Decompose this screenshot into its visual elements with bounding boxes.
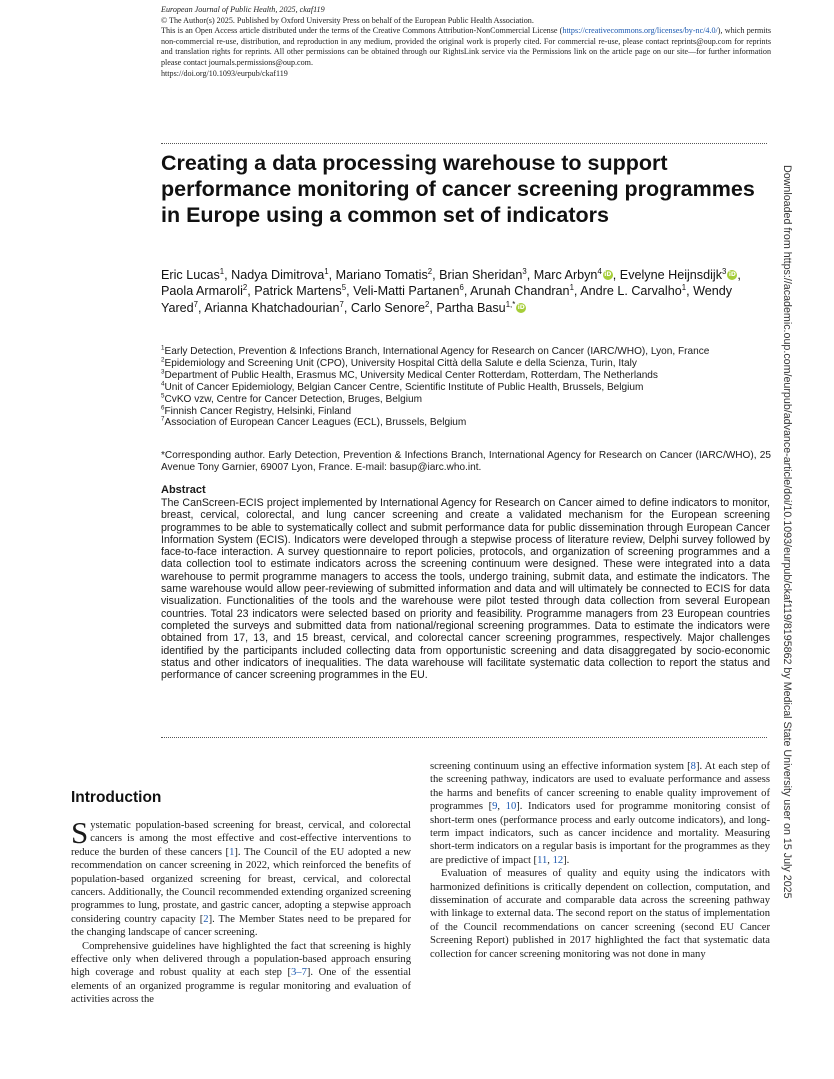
author-name: Wendy Yared bbox=[161, 284, 733, 315]
affiliation-number: 1 bbox=[161, 344, 165, 352]
author-name: Marc Arbyn bbox=[533, 268, 598, 282]
author bbox=[161, 268, 231, 282]
author-list bbox=[161, 267, 771, 316]
author bbox=[204, 301, 350, 315]
download-watermark bbox=[779, 165, 799, 1045]
author-separator: , bbox=[328, 268, 336, 282]
text-run: screening continuum using an effective information system [ bbox=[430, 761, 691, 772]
author-affiliation-mark: 2 bbox=[242, 283, 248, 293]
affiliation-number: 2 bbox=[161, 356, 165, 364]
abstract-section bbox=[161, 484, 770, 681]
author bbox=[534, 268, 620, 282]
author-name: Andre L. Carvalho bbox=[580, 284, 682, 299]
author-separator: , bbox=[737, 268, 741, 282]
intro-paragraph-2 bbox=[71, 940, 411, 1007]
author-name: Carlo Senore bbox=[350, 300, 426, 315]
text-run: ]. bbox=[563, 854, 570, 866]
author-affiliation-mark: 1 bbox=[219, 266, 225, 276]
author-affiliation-mark: 1 bbox=[569, 283, 574, 293]
author-name: Arianna Khatchadourian bbox=[204, 300, 340, 315]
affiliation-item bbox=[161, 346, 776, 358]
author-name: Paola Armaroli bbox=[161, 284, 243, 299]
author-separator: , bbox=[343, 300, 351, 315]
orcid-icon[interactable]: iD bbox=[517, 303, 525, 311]
author bbox=[436, 301, 526, 315]
author-name: Nadya Dimitrova bbox=[231, 268, 325, 282]
author-name: Partha Basu bbox=[436, 300, 506, 315]
citation-link[interactable]: 9 bbox=[492, 801, 498, 813]
author bbox=[620, 268, 741, 282]
affiliation-item bbox=[161, 370, 776, 382]
article-frontmatter bbox=[161, 5, 771, 79]
author-affiliation-mark: 1,* bbox=[505, 299, 516, 309]
journal-citation: European Journal of Public Health, 2025, ckaf119 bbox=[161, 5, 325, 14]
license-text-pre: This is an Open Access article distributed under the terms of the Creative Commons Attribution-NonCommercial License ( bbox=[161, 26, 563, 36]
intro-paragraph-4 bbox=[430, 867, 770, 961]
affiliation-item bbox=[161, 417, 776, 429]
paragraph-body bbox=[71, 815, 411, 939]
text-run: , bbox=[497, 801, 506, 813]
affiliation-item bbox=[161, 382, 776, 394]
citation-link[interactable]: 12 bbox=[552, 854, 564, 866]
license-text-post: ), which permits non-commercial re-use, distribution, and reproduction in any medium, provided the original work is properly cited. For commercial re-use, please contact reprints@oup.com for reprints and translation rights for reprints. All other permissions can be obtained through our RightsLink service via the Permissions link on the article page on our site—for further information please contact journals.permissions@oup.com. bbox=[161, 26, 772, 67]
top-divider bbox=[161, 143, 767, 144]
author-separator: , bbox=[198, 300, 205, 315]
author-name: Arunah Chandran bbox=[470, 284, 570, 299]
affiliation-text: Epidemiology and Screening Unit (CPO), University Hospital Città della Salute e della Scienza, Turin, Italy bbox=[164, 357, 637, 369]
author-separator: , bbox=[247, 284, 255, 299]
affiliation-item bbox=[161, 358, 776, 370]
body-column-left bbox=[71, 760, 411, 1007]
author-affiliation-mark: 7 bbox=[193, 299, 199, 309]
doi-link[interactable]: https://doi.org/10.1093/eurpub/ckaf119 bbox=[161, 68, 288, 78]
affiliation-text: Early Detection, Prevention & Infections Branch, International Agency for Research on Cancer (IARC/WHO), Lyon, France bbox=[164, 346, 710, 357]
text-run: ]. Indicators used for programme monitoring consist of short-term ones (performance process and early outcome indicators), and long-term impact indicators, such as cancer incidence and mortality. Measuring short-term indicators on a regular basis is important for the programmes as they are predictive of impact [ bbox=[430, 801, 770, 866]
affiliation-text: Association of European Cancer Leagues (ECL), Brussels, Belgium bbox=[164, 417, 467, 429]
intro-paragraph-3 bbox=[430, 760, 770, 867]
author-name: Veli-Matti Partanen bbox=[353, 284, 460, 299]
citation-link[interactable]: 3–7 bbox=[291, 967, 307, 979]
copyright-line: © The Author(s) 2025. Published by Oxford University Press on behalf of the European Public Health Association. bbox=[161, 15, 534, 25]
corresponding-author: *Corresponding author. Early Detection, Prevention & Infections Branch, International Agency for Research on Cancer (IARC/WHO), 25 Avenue Tony Garnier, 69007 Lyon, France. E-mail: basup@iarc.who.int. bbox=[161, 450, 771, 474]
author-separator: , bbox=[224, 268, 232, 282]
affiliation-text: CvKO vzw, Centre for Cancer Detection, Bruges, Belgium bbox=[164, 393, 422, 405]
abstract-divider bbox=[161, 737, 767, 738]
author bbox=[470, 284, 580, 298]
download-watermark-text: Downloaded from https://academic.oup.com/eurpub/advance-article/doi/10.1093/eurpub/ckaf119/8195862 by Medical State University user on 15 July 2025 bbox=[781, 165, 793, 899]
author-name: Mariano Tomatis bbox=[335, 268, 428, 282]
author-affiliation-mark: 2 bbox=[425, 299, 430, 309]
license-statement bbox=[161, 26, 771, 68]
orcid-icon[interactable]: iD bbox=[604, 271, 612, 278]
author-affiliation-mark: 7 bbox=[339, 299, 344, 309]
affiliation-item bbox=[161, 406, 776, 418]
author-affiliation-mark: 1 bbox=[324, 266, 329, 276]
author bbox=[580, 284, 693, 298]
author bbox=[336, 268, 440, 282]
text-run: , bbox=[547, 854, 553, 866]
author-separator: , bbox=[463, 284, 471, 299]
text-run: ]. One of the essential elements of an organized programme is regular monitoring and evaluation of activities across the bbox=[71, 967, 412, 1006]
author-affiliation-mark: 3 bbox=[522, 266, 527, 276]
citation-link[interactable]: 11 bbox=[537, 854, 548, 866]
affiliation-number: 7 bbox=[161, 416, 165, 424]
author bbox=[351, 301, 437, 315]
author-name: Evelyne Heijnsdijk bbox=[619, 268, 722, 282]
author bbox=[161, 284, 254, 298]
author-name: Brian Sheridan bbox=[439, 268, 523, 282]
citation-link[interactable]: 10 bbox=[505, 801, 517, 813]
text-run: ]. The Council of the EU adopted a new recommendation on cancer screening in 2022, which reinforced the benefits of population-based organized screening for breast, cervical, and colorectal cancers. Additionally, the Council recommended extending organized screening programmes to lung, prostate, and gastric cancer, adopting a stepwise approach considering country capacity [ bbox=[71, 846, 411, 925]
citation-link[interactable]: 2 bbox=[203, 913, 209, 925]
author-name: Patrick Martens bbox=[254, 284, 342, 299]
abstract-heading: Abstract bbox=[161, 484, 206, 496]
author-separator: , bbox=[573, 284, 581, 299]
text-run: Evaluation of measures of quality and equity using the indicators with harmonized definitions is critically dependent on collection, computation, and dissemination of accurate and comparable data across the screening pathway with linkage to external data. The second report on the status of implementation of the Council recommendations on cancer screening (second EU Cancer Screening Report) published in 2017 highlighted the fact that systematic data collection for cancer screening monitoring was not done in many bbox=[430, 868, 770, 960]
affiliation-text: Finnish Cancer Registry, Helsinki, Finland bbox=[164, 405, 352, 417]
author-separator: , bbox=[429, 300, 437, 315]
author bbox=[231, 268, 335, 282]
body-column-right bbox=[430, 760, 770, 961]
affiliation-number: 5 bbox=[161, 392, 165, 400]
affiliation-text: Unit of Cancer Epidemiology, Belgian Cancer Centre, Scientific Institute of Public Health, Brussels, Belgium bbox=[164, 381, 644, 393]
author bbox=[254, 284, 353, 298]
article-title: Creating a data processing warehouse to support performance monitoring of cancer screening programmes in Europe using a common set of indicators bbox=[161, 151, 755, 227]
intro-paragraph-1 bbox=[71, 815, 411, 940]
affiliation-list bbox=[161, 346, 776, 429]
affiliation-item bbox=[161, 394, 776, 406]
author bbox=[439, 268, 534, 282]
author bbox=[353, 284, 470, 298]
author-affiliation-mark: 5 bbox=[341, 283, 347, 293]
author-affiliation-mark: 4 bbox=[597, 266, 602, 276]
affiliation-number: 6 bbox=[161, 404, 165, 412]
text-run: ystematic population-based screening for breast, cervical, and colorectal cancers is among the most effective and cost-effective interventions to reduce the burden of these cancers [ bbox=[71, 820, 411, 858]
author-affiliation-mark: 6 bbox=[459, 283, 464, 293]
author-separator: , bbox=[346, 284, 354, 299]
text-run: ]. The Member States need to be prepared for the changing landscape of cancer screening. bbox=[71, 913, 411, 939]
affiliation-text: Department of Public Health, Erasmus MC, University Medical Center Rotterdam, Rotterdam, The Netherlands bbox=[164, 369, 658, 381]
introduction-heading: Introduction bbox=[71, 789, 162, 806]
affiliation-number: 3 bbox=[161, 368, 165, 376]
citation-link[interactable]: 8 bbox=[690, 761, 696, 772]
author-affiliation-mark: 2 bbox=[427, 266, 433, 276]
text-run: Comprehensive guidelines have highlighted the fact that screening is highly effective only when delivered through a population-based approach ensuring high coverage and robust quality at each step [ bbox=[71, 940, 411, 979]
abstract-text: The CanScreen-ECIS project implemented by International Agency for Research on Cancer aimed to define indicators to monitor, breast, cervical, colorectal, and lung cancer screening and create a validated mechanism for the European screening programmes to be able to systematically collect and submit performance data for public dissemination through European Cancer Information System (ECIS). Indicators were developed through a stepwise process of literature review, Delphi survey followed by face-to-face interaction. A survey questionnaire to report policies, protocols, and organization of screening programmes and a data collection tool to estimate indicators across the screening continuum were designed. These were integrated into a data warehouse to permit programme managers to access the tools, undergo training, submit data, and estimate the indicators. The same warehouse would allow peer-reviewing of submitted information and data and will ultimately be connected to ECIS for data visualization. Functionalities of the tools and the warehouse were pilot tested through data collection from several European countries. Total 23 indicators were selected based on priority and feasibility. Programme managers from 23 European countries completed the surveys and submitted data from national/regional screening programmes. Data to estimate the indicators were obtained from 17, 13, and 15 breast, cervical, and colorectal cancer screening programmes, respectively. Major challenges identified by the participants included collecting data from opportunistic screening and data disaggregated by socio-economic status and other indicators of inequalities. The data warehouse will facilitate systematic data collection to report the status and performance of cancer screening programmes in the EU. bbox=[161, 497, 770, 682]
license-link[interactable]: https://creativecommons.org/licenses/by-nc/4.0/ bbox=[562, 26, 718, 36]
affiliation-number: 4 bbox=[161, 380, 165, 388]
author-separator: , bbox=[432, 268, 440, 282]
author-separator: , bbox=[526, 268, 534, 282]
orcid-icon[interactable]: iD bbox=[728, 271, 736, 278]
author-affiliation-mark: 3 bbox=[722, 266, 727, 276]
citation-link[interactable]: 1 bbox=[229, 846, 235, 858]
text-run: ]. At each step of the screening pathway, indicators are used to evaluate performance and assess the harms and benefits of cancer screening to enable quality improvement of programmes [ bbox=[430, 761, 770, 813]
author-separator: , bbox=[612, 268, 620, 282]
drop-cap: S bbox=[71, 815, 89, 850]
author-affiliation-mark: 1 bbox=[681, 283, 687, 293]
author-separator: , bbox=[686, 284, 694, 299]
author-name: Eric Lucas bbox=[161, 268, 220, 282]
